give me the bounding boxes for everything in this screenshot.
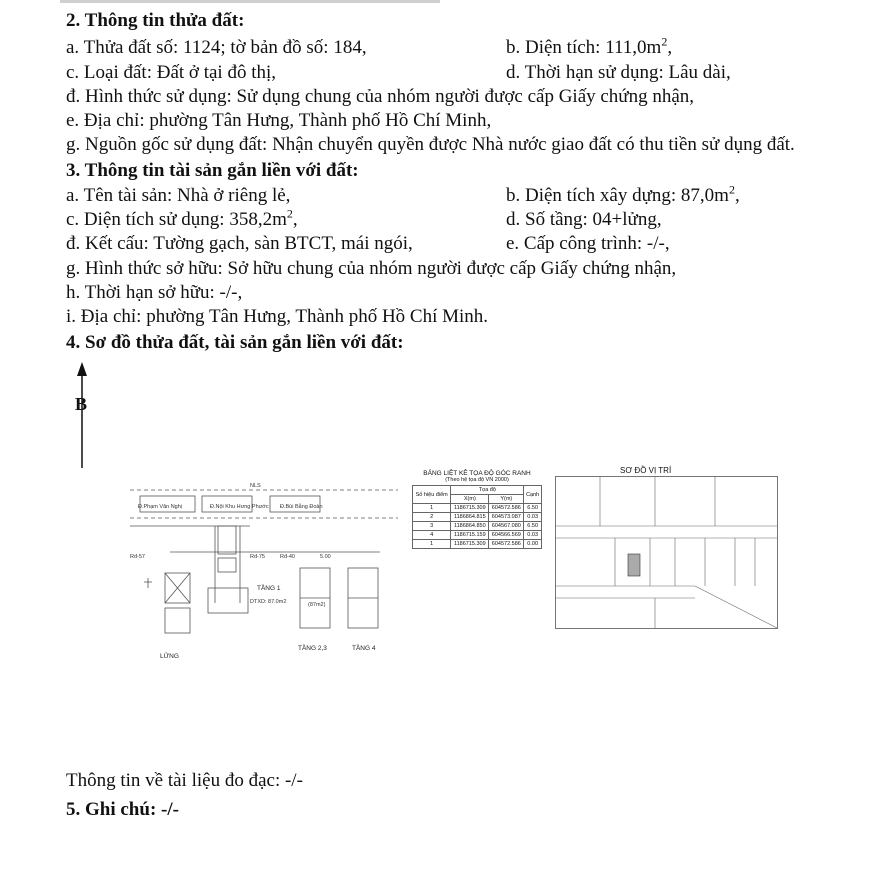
svg-text:5.00: 5.00 [320, 554, 331, 560]
svg-text:Rđ-40: Rđ-40 [280, 554, 295, 560]
table-cell: 0.00 [524, 540, 542, 549]
section2-heading: 2. Thông tin thửa đất: [66, 10, 245, 31]
table-cell: 1186715.309 [451, 504, 489, 513]
table-header: Y(m) [489, 495, 524, 504]
floor-count: d. Số tầng: 04+lửng, [506, 209, 662, 230]
section3-heading: 3. Thông tin tài sản gắn liền với đất: [66, 160, 359, 181]
land-address: e. Địa chỉ: phường Tân Hưng, Thành phố Hồ Chí Minh, [66, 110, 492, 131]
section4-heading: 4. Sơ đồ thửa đất, tài sản gắn liền với đất: [66, 332, 404, 353]
table-cell: 1186864.850 [451, 522, 489, 531]
table-cell: 1186715.159 [451, 531, 489, 540]
table-subtitle: (Theo hệ tọa độ VN 2000) [445, 477, 509, 483]
parcel-sketch [130, 478, 400, 663]
svg-text:DTXD: 87.0m2: DTXD: 87.0m2 [250, 599, 287, 605]
land-type: c. Loại đất: Đất ở tại đô thị, [66, 62, 277, 83]
table-cell: 4 [413, 531, 451, 540]
land-area: b. Diện tích: $111,0m^2$, [506, 34, 673, 58]
floor-area: c. Diện tích sử dụng: $358,2m^2$, [66, 206, 298, 230]
table-cell: 604572.586 [489, 504, 524, 513]
table-cell: 604566.569 [489, 531, 524, 540]
table-cell: 6.50 [524, 504, 542, 513]
svg-text:Đ.Nội Khu Hưng Phước: Đ.Nội Khu Hưng Phước [210, 504, 269, 510]
table-cell: 1186715.309 [451, 540, 489, 549]
table-header: Cạnh [524, 486, 542, 504]
table-cell: 604573.087 [489, 513, 524, 522]
table-cell: 604572.586 [489, 540, 524, 549]
table-cell: 0.03 [524, 513, 542, 522]
ownership-form: g. Hình thức sở hữu: Sở hữu chung của nhóm người được cấp Giấy chứng nhận, [66, 258, 677, 279]
section5-note: 5. Ghi chú: -/- [66, 799, 179, 820]
svg-text:Đ.Bùi Bằng Đoàn: Đ.Bùi Bằng Đoàn [280, 504, 323, 510]
table-row [413, 531, 542, 540]
cropped-header-remnant [60, 0, 440, 3]
structure: đ. Kết cấu: Tường gạch, sàn BTCT, mái ngói, [66, 233, 413, 254]
floor-23-label: TẦNG 2,3 [298, 645, 327, 652]
mezzanine-label: LỬNG [160, 653, 179, 660]
table-row [413, 540, 542, 549]
north-label: B [75, 394, 88, 414]
usage-term: d. Thời hạn sử dụng: Lâu dài, [506, 62, 731, 83]
parcel-number: a. Thửa đất số: 1124; tờ bản đồ số: 184, [66, 37, 367, 58]
floor-1-label: TẦNG 1 [257, 585, 281, 592]
coordinate-table-block [412, 470, 542, 549]
svg-text:Đ.Phạm Văn Nghị: Đ.Phạm Văn Nghị [138, 504, 183, 510]
ownership-term: h. Thời hạn sở hữu: -/-, [66, 282, 243, 303]
location-map [555, 476, 780, 631]
table-cell: 1 [413, 540, 451, 549]
table-cell: 1186864.815 [451, 513, 489, 522]
asset-address: i. Địa chỉ: phường Tân Hưng, Thành phố Hồ Chí Minh. [66, 306, 489, 327]
table-cell: 604567.080 [489, 522, 524, 531]
construction-area: b. Diện tích xây dựng: $87,0m^2$, [506, 182, 740, 206]
floor-4-label: TẦNG 4 [352, 645, 376, 652]
asset-name: a. Tên tài sản: Nhà ở riêng lẻ, [66, 185, 291, 206]
table-cell: 2 [413, 513, 451, 522]
table-row [413, 513, 542, 522]
table-title: BẢNG LIỆT KÊ TỌA ĐỘ GÓC RANH [423, 470, 531, 477]
svg-text:Rđ-57: Rđ-57 [130, 554, 145, 560]
table-cell: 0.03 [524, 531, 542, 540]
location-map-title: SƠ ĐỒ VỊ TRÍ [620, 466, 672, 475]
coordinate-table [412, 485, 542, 549]
table-header: Số hiệu điểm [413, 486, 451, 504]
survey-info: Thông tin về tài liệu đo đạc: -/- [66, 770, 303, 791]
svg-text:(87m2): (87m2) [308, 602, 326, 608]
north-arrow-icon [70, 360, 94, 470]
table-row [413, 504, 542, 513]
table-cell: 3 [413, 522, 451, 531]
usage-form: đ. Hình thức sử dụng: Sử dụng chung của nhóm người được cấp Giấy chứng nhận, [66, 86, 695, 107]
table-header: X(m) [451, 495, 489, 504]
table-row [413, 522, 542, 531]
svg-text:NLS: NLS [250, 483, 261, 489]
table-cell: 6.50 [524, 522, 542, 531]
svg-text:Rđ-75: Rđ-75 [250, 554, 265, 560]
building-grade: e. Cấp công trình: -/-, [506, 233, 670, 254]
land-origin: g. Nguồn gốc sử dụng đất: Nhận chuyển quyền được Nhà nước giao đất có thu tiền sử dụng đất. [66, 134, 795, 155]
table-cell: 1 [413, 504, 451, 513]
table-header: Tọa độ [451, 486, 524, 495]
